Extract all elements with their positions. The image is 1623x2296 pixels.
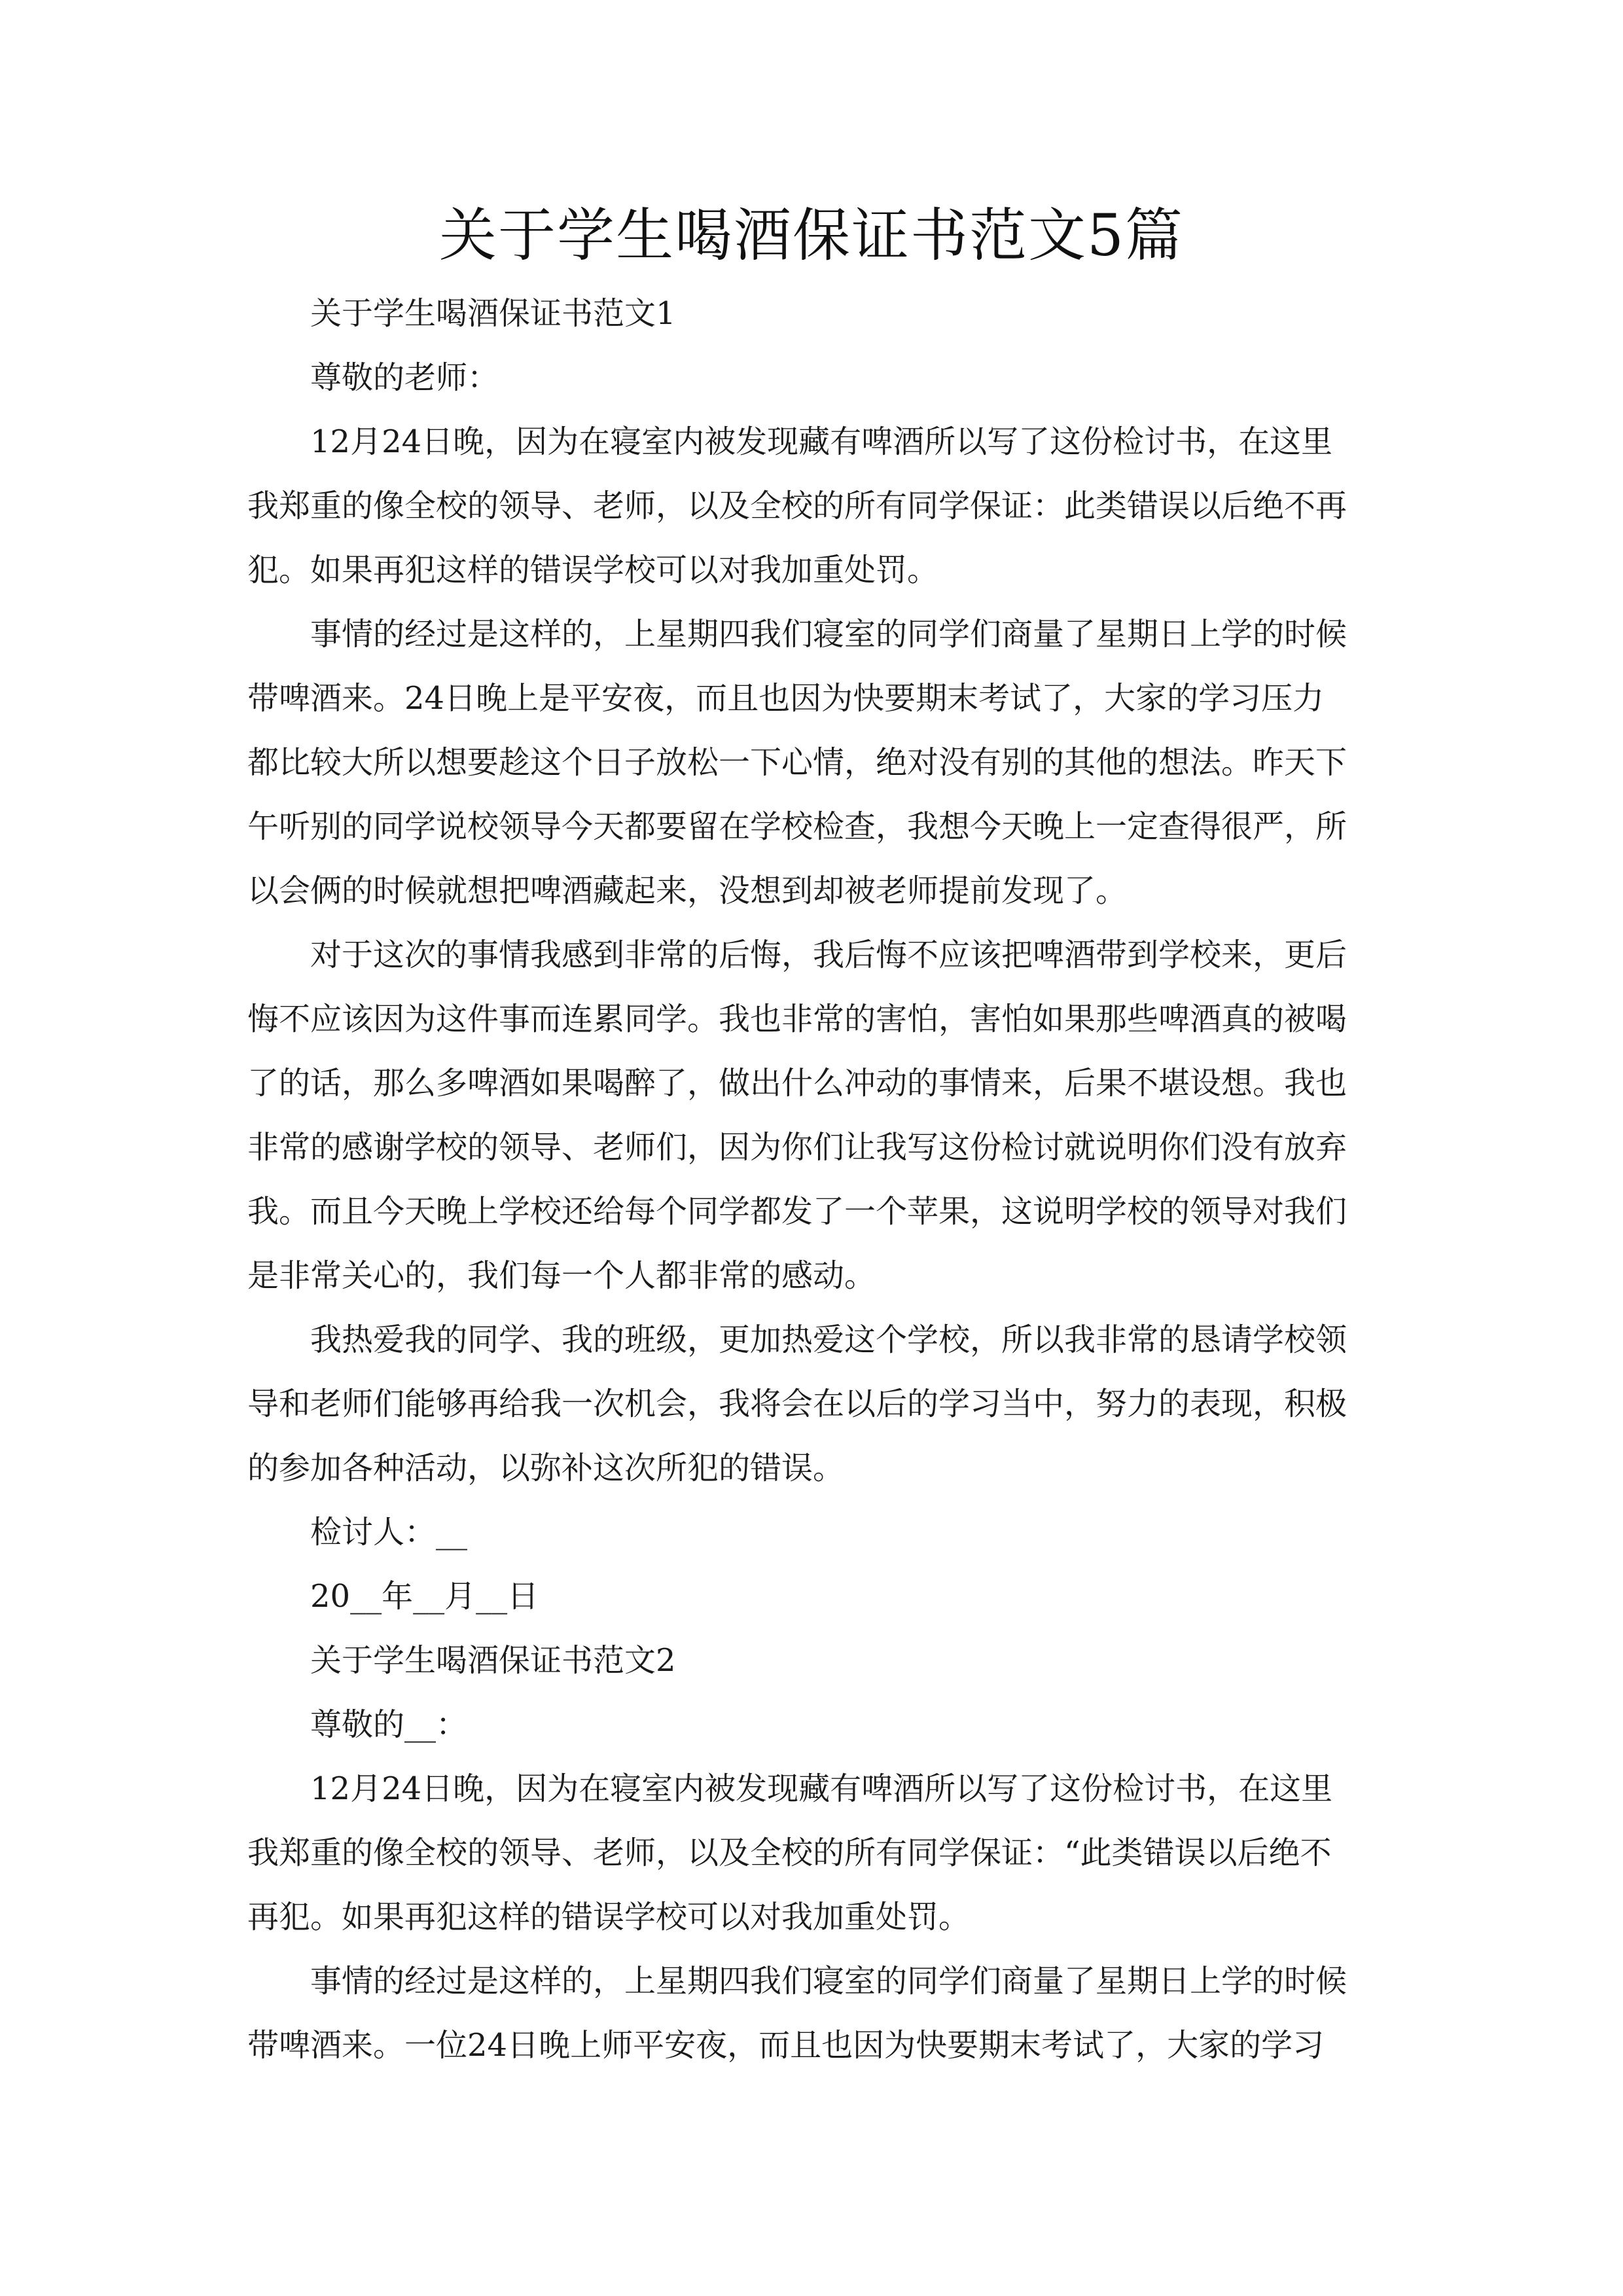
text-line: 事情的经过是这样的，上星期四我们寝室的同学们商量了星期日上学的时候 xyxy=(310,1963,1347,2000)
text-line: 了的话，那么多啤酒如果喝醉了，做出什么冲动的事情来，后果不堪设想。我也 xyxy=(247,1065,1347,1102)
text-line: 午听别的同学说校领导今天都要留在学校检查，我想今天晚上一定查得很严，所 xyxy=(247,808,1347,845)
document-body xyxy=(247,281,1377,2077)
document-title: 关于学生喝酒保证书范文5篇 xyxy=(439,202,1184,269)
text-line: 关于学生喝酒保证书范文1 xyxy=(310,295,676,332)
text-line: 的参加各种活动，以弥补这次所犯的错误。 xyxy=(247,1450,845,1486)
text-line: 以会俩的时候就想把啤酒藏起来，没想到却被老师提前发现了。 xyxy=(247,872,1128,909)
text-line: 关于学生喝酒保证书范文2 xyxy=(310,1642,676,1679)
text-line: 带啤酒来。一位24日晚上师平安夜，而且也因为快要期末考试了，大家的学习 xyxy=(247,2027,1325,2064)
text-line: 我郑重的像全校的领导、老师，以及全校的所有同学保证：“此类错误以后绝不 xyxy=(247,1835,1332,1871)
text-line: 检讨人：__ xyxy=(310,1514,468,1551)
text-line: 导和老师们能够再给我一次机会，我将会在以后的学习当中，努力的表现，积极 xyxy=(247,1386,1347,1422)
text-line: 12月24日晚，因为在寝室内被发现藏有啤酒所以写了这份检讨书，在这里 xyxy=(310,1770,1333,1807)
text-line: 对于这次的事情我感到非常的后悔，我后悔不应该把啤酒带到学校来，更后 xyxy=(310,937,1347,973)
text-line: 事情的经过是这样的，上星期四我们寝室的同学们商量了星期日上学的时候 xyxy=(310,616,1347,653)
text-line: 非常的感谢学校的领导、老师们，因为你们让我写这份检讨就说明你们没有放弃 xyxy=(247,1129,1347,1166)
text-line: 我。而且今天晚上学校还给每个同学都发了一个苹果，这说明学校的领导对我们 xyxy=(247,1193,1347,1230)
text-line: 20__年__月__日 xyxy=(310,1578,539,1615)
text-line: 是非常关心的，我们每一个人都非常的感动。 xyxy=(247,1257,876,1294)
text-line: 再犯。如果再犯这样的错误学校可以对我加重处罚。 xyxy=(247,1899,971,1935)
text-line: 都比较大所以想要趁这个日子放松一下心情，绝对没有别的其他的想法。昨天下 xyxy=(247,744,1347,781)
text-line: 尊敬的__： xyxy=(310,1706,468,1743)
text-line: 犯。如果再犯这样的错误学校可以对我加重处罚。 xyxy=(247,552,939,588)
text-line: 悔不应该因为这件事而连累同学。我也非常的害怕，害怕如果那些啤酒真的被喝 xyxy=(247,1001,1347,1037)
text-line: 12月24日晚，因为在寝室内被发现藏有啤酒所以写了这份检讨书，在这里 xyxy=(310,423,1333,460)
text-line: 我郑重的像全校的领导、老师，以及全校的所有同学保证：此类错误以后绝不再 xyxy=(247,488,1347,524)
text-line: 带啤酒来。24日晚上是平安夜，而且也因为快要期末考试了，大家的学习压力 xyxy=(247,680,1325,717)
text-line: 尊敬的老师： xyxy=(310,359,499,396)
text-line: 我热爱我的同学、我的班级，更加热爱这个学校，所以我非常的恳请学校领 xyxy=(310,1321,1347,1358)
